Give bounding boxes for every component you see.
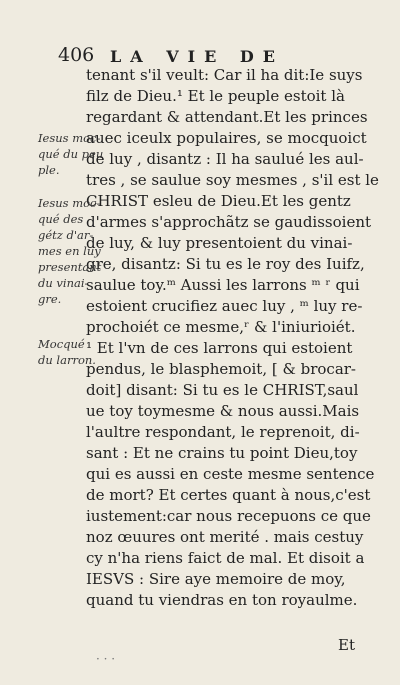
text-line: filz de Dieu.¹ Et le peuple estoit là <box>86 87 345 105</box>
text-line: tenant s'il veult: Car il ha dit:Ie suys <box>86 66 363 84</box>
text-line: qui es aussi en ceste mesme sentence <box>86 465 375 483</box>
text-line: de luy , disantz : Il ha saulué les aul- <box>86 150 364 168</box>
text-line: saulue toy.ᵐ Aussi les larrons ᵐ ʳ qui <box>86 276 360 294</box>
text-line: iustement:car nous recepuons ce que <box>86 507 371 525</box>
text-line: sant : Et ne crains tu point Dieu,toy <box>86 444 358 462</box>
text-line: estoient crucifiez auec luy , ᵐ luy re- <box>86 297 363 315</box>
text-line: auec iceulx populaires, se mocquoict <box>86 129 367 147</box>
text-line: ¹ Et l'vn de ces larrons qui estoient <box>86 339 353 357</box>
margin-note-mocked-by-thief: Mocqué du larron. <box>38 337 96 367</box>
text-line: IESVS : Sire aye memoire de moy, <box>86 570 346 588</box>
margin-note-mocked-by-people: Iesus moc- qué du peu ple. <box>38 131 104 177</box>
text-line: d'armes s'approchãtz se gaudissoient <box>86 213 372 231</box>
running-head: LA VIE DE <box>110 47 284 66</box>
text-line: prochoiét ce mesme,ʳ & l'iniurioiét. <box>86 318 356 336</box>
main-text <box>86 65 386 611</box>
text-line: tres , se saulue soy mesmes , s'il est le <box>86 171 379 189</box>
ink-smudge: · · · <box>96 652 116 666</box>
text-line: CHRIST esleu de Dieu.Et les gentz <box>86 192 351 210</box>
margin-note-mocked-by-soldiers: Iesus moc- qué des gétz d'ar- mes en luy presentant du vinai- gre. <box>38 196 102 306</box>
text-line: doit] disant: Si tu es le CHRIST,saul <box>86 381 359 399</box>
text-line: cy n'ha riens faict de mal. Et disoit a <box>86 549 365 567</box>
page-number: 406 <box>58 44 95 66</box>
text-line: quand tu viendras en ton royaulme. <box>86 591 358 609</box>
text-line: de luy, & luy presentoient du vinai- <box>86 234 353 252</box>
text-line: noz œuures ont merité . mais cestuy <box>86 528 364 546</box>
text-line: de mort? Et certes quant à nous,c'est <box>86 486 371 504</box>
text-line: regardant & attendant.Et les princes <box>86 108 368 126</box>
text-line: pendus, le blasphemoit, [ & brocar- <box>86 360 356 378</box>
text-line: gre, disantz: Si tu es le roy des Iuifz, <box>86 255 365 273</box>
catchword: Et <box>338 636 355 654</box>
text-line: ue toy toymesme & nous aussi.Mais <box>86 402 360 420</box>
text-line: l'aultre respondant, le reprenoit, di- <box>86 423 360 441</box>
